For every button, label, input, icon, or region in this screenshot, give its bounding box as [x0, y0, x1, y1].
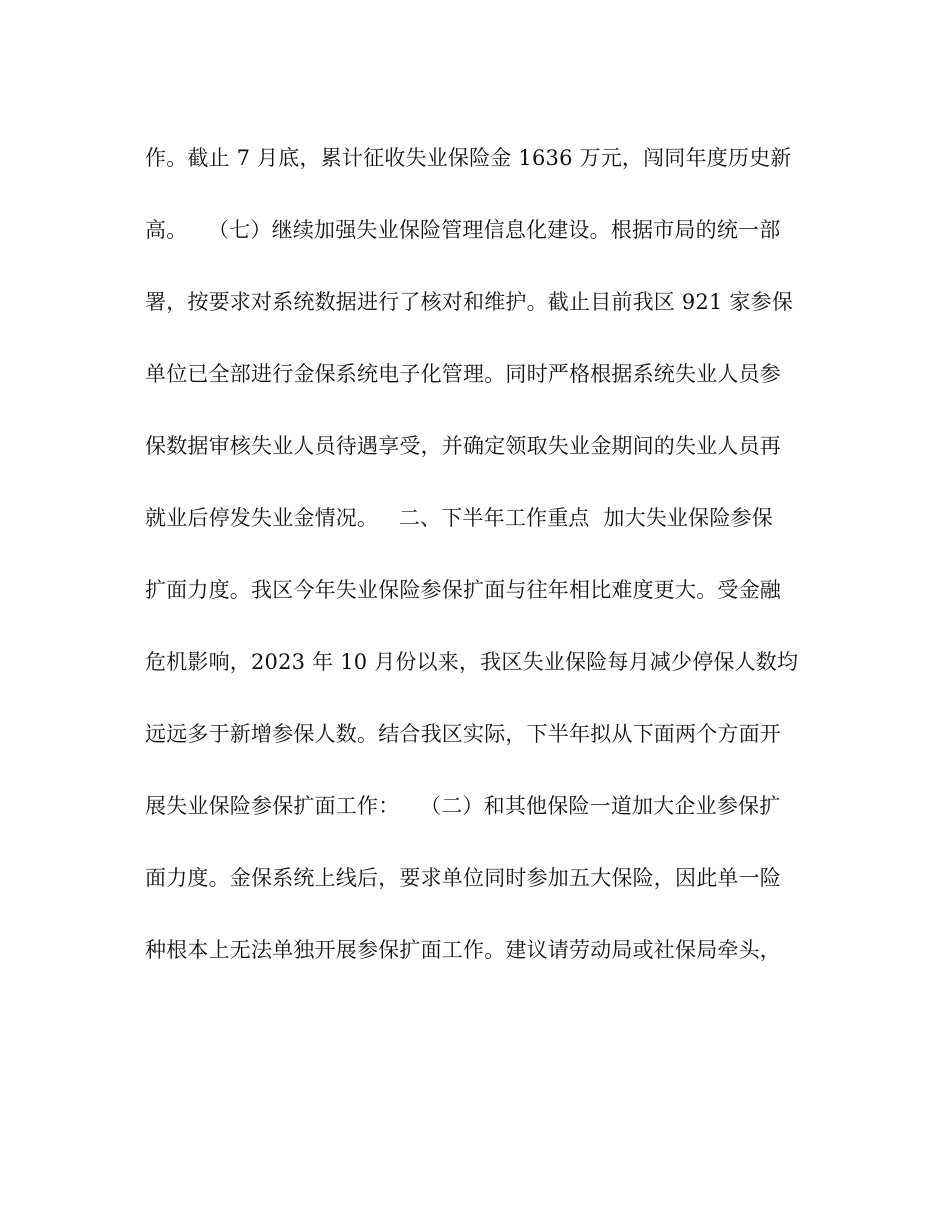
text-line-10: 展失业保险参保扩面工作： （二）和其他保险一道加大企业参保扩	[145, 794, 781, 818]
text-line-1: 作。截止 7 月底，累计征收失业保险金 1636 万元，闯同年度历史新	[145, 146, 792, 170]
text-line-8: 危机影响，2023 年 10 月份以来，我区失业保险每月减少停保人数均	[145, 650, 799, 674]
text-line-6: 就业后停发失业金情况。 二、下半年工作重点 加大失业保险参保	[145, 506, 773, 530]
text-line-2: 高。 （七）继续加强失业保险管理信息化建设。根据市局的统一部	[145, 218, 781, 242]
text-line-4: 单位已全部进行金保系统电子化管理。同时严格根据系统失业人员参	[145, 362, 781, 386]
text-line-3: 署，按要求对系统数据进行了核对和维护。截止目前我区 921 家参保	[145, 290, 794, 314]
text-line-11: 面力度。金保系统上线后，要求单位同时参加五大保险，因此单一险	[145, 866, 781, 890]
text-line-5: 保数据审核失业人员待遇享受，并确定领取失业金期间的失业人员再	[145, 434, 781, 458]
body-text	[145, 138, 805, 1002]
text-line-7: 扩面力度。我区今年失业保险参保扩面与往年相比难度更大。受金融	[145, 578, 781, 602]
text-line-12: 种根本上无法单独开展参保扩面工作。建议请劳动局或社保局牵头，	[145, 938, 781, 962]
text-line-9: 远远多于新增参保人数。结合我区实际，下半年拟从下面两个方面开	[145, 722, 781, 746]
